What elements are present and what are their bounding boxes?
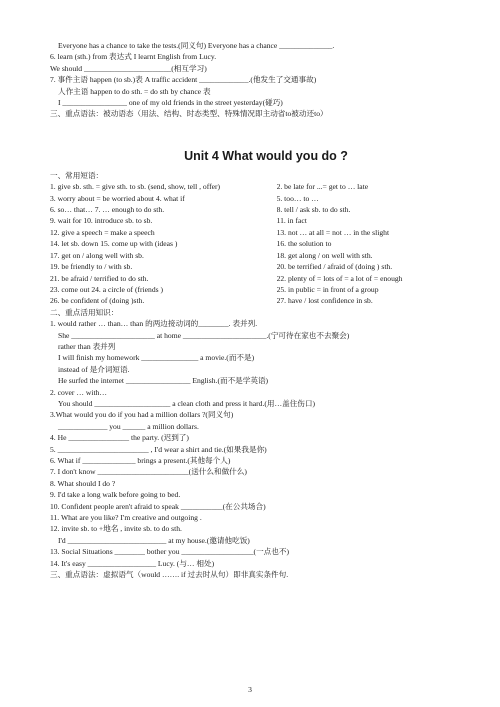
phrase-cell: 3. worry about = be worried about 4. what if bbox=[50, 193, 185, 203]
phrase-row bbox=[50, 284, 482, 295]
usage-line: 4. He ________________ the party. (迟到了) bbox=[50, 433, 189, 443]
phrase-row bbox=[50, 295, 482, 306]
usage-line: 7. I don't know ________________________(送什么和做什么) bbox=[50, 467, 247, 477]
usage-line: You should ____________________ a clean cloth and press it hard.(用…盖住伤口) bbox=[58, 398, 315, 408]
top-section bbox=[50, 40, 482, 120]
usage-line: He surfed the internet _________________ English.(而不是学英语) bbox=[58, 376, 269, 386]
usage-line: 3.What would you do if you had a million dollars ?(同义句) bbox=[50, 410, 234, 420]
section-heading-phrases: 一、常用短语： bbox=[50, 170, 104, 180]
unit-title: Unit 4 What would you do ? bbox=[184, 148, 348, 163]
usage-line: She ______________________ at home ______________________.(宁可待在家也不去聚会) bbox=[58, 330, 350, 340]
phrase-cell: 9. wait for 10. introduce sb. to sb. bbox=[50, 216, 153, 226]
phrase-list bbox=[50, 181, 482, 306]
usage-line: I'd __________________________ at my house.(邀请他吃饭) bbox=[58, 535, 250, 545]
phrase-cell: 19. be friendly to / with sb. bbox=[50, 262, 133, 272]
usage-line: 2. cover … with… bbox=[50, 387, 107, 397]
phrase-cell: 13. not … at all = not … in the slight bbox=[276, 227, 390, 237]
phrase-row bbox=[50, 250, 482, 261]
usage-line: 13. Social Situations ________ bother you ___________________(一点也不) bbox=[50, 547, 289, 557]
phrase-row bbox=[50, 227, 482, 238]
section-heading-usage: 二、重点活用知识： bbox=[50, 307, 119, 317]
usage-line: 6. What if ______________ brings a present.(其他每个人) bbox=[50, 456, 231, 465]
phrase-row bbox=[50, 193, 482, 204]
text-line: We should _______________________(相互学习) bbox=[50, 63, 207, 73]
usage-line: _____________ you ______ a million dollars. bbox=[58, 421, 199, 431]
usage-line: 8. What should I do ? bbox=[50, 478, 116, 488]
phrase-cell: 23. come out 24. a circle of (friends ) bbox=[50, 284, 164, 294]
usage-line: I will finish my homework _______________ a movie.(而不是) bbox=[58, 353, 255, 363]
phrase-cell: 18. get along / on well with sth. bbox=[276, 250, 373, 260]
phrase-cell: 12. give a speech = make a speech bbox=[50, 227, 155, 237]
phrase-cell: 20. be terrified / afraid of (doing ) sth. bbox=[276, 262, 393, 272]
usage-line: instead of 是介词短语. bbox=[58, 364, 130, 374]
text-line: 人作主语 happen to do sth. = do sth by chance 表 bbox=[58, 86, 211, 96]
grammar-heading: 三、重点语法：虚拟语气（would ……. if 过去时从句）即非真实条件句. bbox=[50, 570, 289, 580]
usage-line: 9. I'd take a long walk before going to bed. bbox=[50, 490, 181, 500]
usage-line: 10. Confident people aren't afraid to speak ___________(在公共场合) bbox=[50, 501, 266, 511]
usage-list bbox=[50, 318, 482, 580]
phrase-cell: 17. get on / along well with sb. bbox=[50, 250, 144, 260]
phrase-row bbox=[50, 238, 482, 249]
phrase-cell: 26. be confident of (doing )sth. bbox=[50, 296, 145, 306]
usage-line: 11. What are you like? I'm creative and outgoing . bbox=[50, 513, 202, 523]
text-line: I _________________ one of my old friends in the street yesterday(碰巧) bbox=[58, 98, 283, 108]
phrase-cell: 22. plenty of = lots of = a lot of = enough bbox=[276, 273, 403, 283]
usage-line: 5. ________________________ , I'd wear a shirt and tie.(如果我是你) bbox=[50, 444, 267, 454]
text-line: 7. 事件主语 happen (to sb.)表 A traffic accident _____________.(他发生了交通事故) bbox=[50, 75, 317, 85]
phrase-row bbox=[50, 204, 482, 215]
phrase-cell: 14. let sb. down 15. come up with (ideas ) bbox=[50, 239, 178, 249]
phrase-cell: 1. give sb. sth. = give sth. to sb. (send, show, tell , offer) bbox=[50, 182, 221, 192]
phrase-cell: 21. be afraid / terrified to do sth. bbox=[50, 273, 149, 283]
grammar-heading: 三、重点语法：被动语态（用法、结构、时态类型、特殊情况即主动省to被动还to） bbox=[50, 109, 328, 119]
phrase-row bbox=[50, 181, 482, 192]
phrase-cell: 27. have / lost confidence in sb. bbox=[276, 296, 373, 306]
phrase-row bbox=[50, 215, 482, 226]
phrase-cell: 8. tell / ask sb. to do sth. bbox=[276, 205, 351, 215]
usage-line: 1. would rather … than… than 的两边接动词的________. 表并列. bbox=[50, 319, 258, 329]
phrase-row bbox=[50, 273, 482, 284]
phrase-cell: 25. in public = in front of a group bbox=[276, 284, 379, 294]
phrase-row bbox=[50, 261, 482, 272]
usage-line: 14. It's easy __________________ Lucy. (与… 相处) bbox=[50, 558, 215, 568]
phrase-cell: 11. in fact bbox=[276, 216, 307, 226]
usage-line: 12. invite sb. to +地名 , invite sb. to do sth. bbox=[50, 524, 182, 534]
phrase-cell: 6. so… that… 7. … enough to do sth. bbox=[50, 205, 165, 215]
phrase-cell: 2. be late for ...= get to … late bbox=[276, 182, 369, 192]
phrase-cell: 16. the solution to bbox=[276, 239, 332, 249]
phrase-cell: 5. too… to … bbox=[276, 193, 319, 203]
usage-line: rather than 表并列 bbox=[58, 341, 116, 351]
text-line: Everyone has a chance to take the tests.(同义句) Everyone has a chance ______________. bbox=[58, 41, 335, 50]
page-number: 3 bbox=[248, 685, 252, 694]
text-line: 6. learn (sth.) from 表达式 I learnt English from Lucy. bbox=[50, 52, 217, 62]
